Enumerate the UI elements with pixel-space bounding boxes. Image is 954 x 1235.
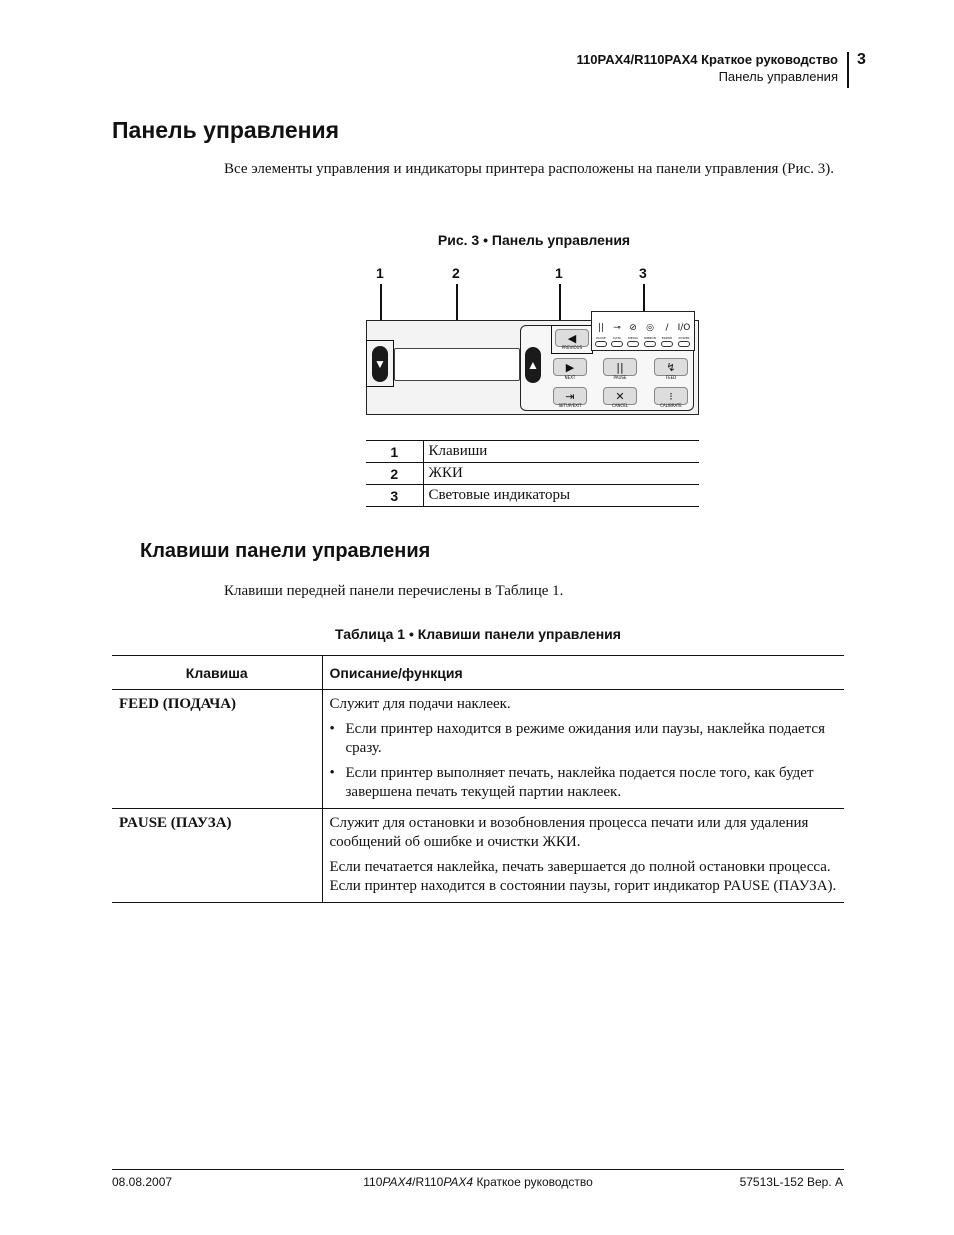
legend-text: ЖКИ: [423, 463, 699, 485]
legend-num: 1: [366, 441, 423, 463]
intro-paragraph: Все элементы управления и индикаторы принтера расположены на панели управления (Рис. 3).: [224, 161, 834, 177]
scroll-up-key-icon: ▲: [525, 347, 541, 383]
subsection-title: Клавиши панели управления: [140, 540, 431, 562]
keys-table: [112, 655, 844, 903]
page-number: 3: [857, 51, 866, 68]
data-led: [611, 341, 623, 347]
footer-title: [112, 1175, 844, 1189]
figure-legend-table: [366, 440, 699, 507]
setup-exit-key-icon: ⇥: [553, 387, 587, 405]
ribbon-led-label: RIBBON: [644, 336, 656, 340]
setup-exit-key-label: SETUP/EXIT: [558, 403, 582, 408]
bullet-icon: •: [329, 764, 335, 781]
footer-doc-number: 57513L-152 Вер. A: [739, 1175, 843, 1189]
pause-key-icon: ||: [603, 358, 637, 376]
legend-text: Клавиши: [423, 441, 699, 463]
pause-led-label: PAUSE: [596, 336, 606, 340]
column-header-key: Клавиша: [112, 656, 322, 690]
media-led-label: MEDIA: [628, 336, 638, 340]
table-header-row: [112, 656, 844, 690]
error-led-icon: /: [665, 323, 669, 333]
legend-row: [366, 463, 699, 485]
footer-title-part: /R110: [412, 1175, 444, 1189]
power-led: [678, 341, 690, 347]
bullet-item: [330, 720, 838, 759]
calibrate-key-label: CALIBRATE: [660, 403, 682, 408]
table-caption: Таблица 1 • Клавиши панели управления: [335, 626, 621, 642]
running-header-title: 110PAX4/R110PAX4 Краткое руководство: [576, 52, 838, 67]
description-paragraph: Служит для остановки и возобновления процесса печати или для удаления сообщений об ошибке и очистки ЖКИ.: [329, 814, 809, 850]
key-description: [322, 690, 844, 809]
ribbon-led: [644, 341, 656, 347]
footer-title-part: PAX4: [443, 1175, 474, 1189]
power-led-icon: I/O: [677, 323, 691, 333]
key-description: [322, 808, 844, 902]
bullet-icon: •: [329, 720, 335, 737]
bullet-text: Если принтер находится в режиме ожидания или паузы, наклейка подается сразу.: [345, 720, 825, 756]
data-led-label: DATA: [613, 336, 621, 340]
error-led-label: ERROR: [661, 336, 673, 340]
figure-caption: Рис. 3 • Панель управления: [437, 232, 631, 248]
table-row: [112, 690, 844, 809]
description-paragraph: Если печатается наклейка, печать завершается до полной остановки процесса. Если принтер находится в состоянии паузы, горит индикатор PAUSE (ПАУЗА).: [329, 858, 837, 894]
key-name: FEED (ПОДАЧА): [112, 690, 322, 809]
legend-num: 3: [366, 485, 423, 507]
bullet-item: [330, 764, 838, 803]
table-row: [112, 808, 844, 902]
footer-title-part: PAX4: [382, 1175, 413, 1189]
callout-3: 3: [639, 265, 647, 281]
scroll-down-key-icon: ▼: [372, 346, 388, 382]
description-paragraph: Служит для подачи наклеек.: [329, 696, 511, 712]
footer-title-part: 110: [363, 1175, 383, 1189]
power-led-label: POWER: [678, 336, 690, 340]
footer-date: 08.08.2007: [112, 1175, 173, 1189]
bullet-text: Если принтер выполняет печать, наклейка подается после того, как будет завершена печать текущей партии наклеек.: [345, 764, 814, 800]
next-key-label: NEXT: [564, 375, 576, 380]
lcd-display: [394, 348, 520, 381]
callout-2: 2: [452, 265, 460, 281]
pause-key-label: PAUSE: [613, 375, 627, 380]
calibrate-key-icon: ⁝: [654, 387, 688, 405]
cancel-key-label: CANCEL: [611, 403, 629, 408]
pause-led-icon: ||: [597, 323, 605, 333]
feed-key-icon: ↯: [654, 358, 688, 376]
keys-intro-paragraph: Клавиши передней панели перечислены в Таблице 1.: [224, 583, 564, 599]
key-name: PAUSE (ПАУЗА): [112, 808, 322, 902]
legend-text: Световые индикаторы: [423, 485, 699, 507]
previous-key-label: PREVIOUS: [561, 345, 583, 350]
callout-line-3: [643, 284, 645, 312]
media-led: [627, 341, 639, 347]
error-led: [661, 341, 673, 347]
callout-1-right: 1: [555, 265, 563, 281]
callout-1-left: 1: [376, 265, 384, 281]
running-header-subtitle: Панель управления: [718, 69, 838, 84]
column-header-description: Описание/функция: [322, 656, 844, 690]
legend-row: [366, 485, 699, 507]
footer-divider: [112, 1169, 844, 1170]
next-key-icon: ▶: [553, 358, 587, 376]
previous-key-icon: ◀: [555, 329, 589, 347]
legend-num: 2: [366, 463, 423, 485]
feed-key-label: FEED: [665, 375, 677, 380]
header-divider: [847, 52, 849, 88]
legend-row: [366, 441, 699, 463]
ribbon-led-icon: ◎: [646, 323, 654, 333]
section-title: Панель управления: [112, 117, 340, 143]
media-led-icon: ⊘: [629, 323, 637, 333]
cancel-key-icon: ✕: [603, 387, 637, 405]
footer-title-part: Краткое руководство: [473, 1175, 593, 1189]
pause-led: [595, 341, 607, 347]
data-led-icon: ⊸: [613, 323, 621, 333]
